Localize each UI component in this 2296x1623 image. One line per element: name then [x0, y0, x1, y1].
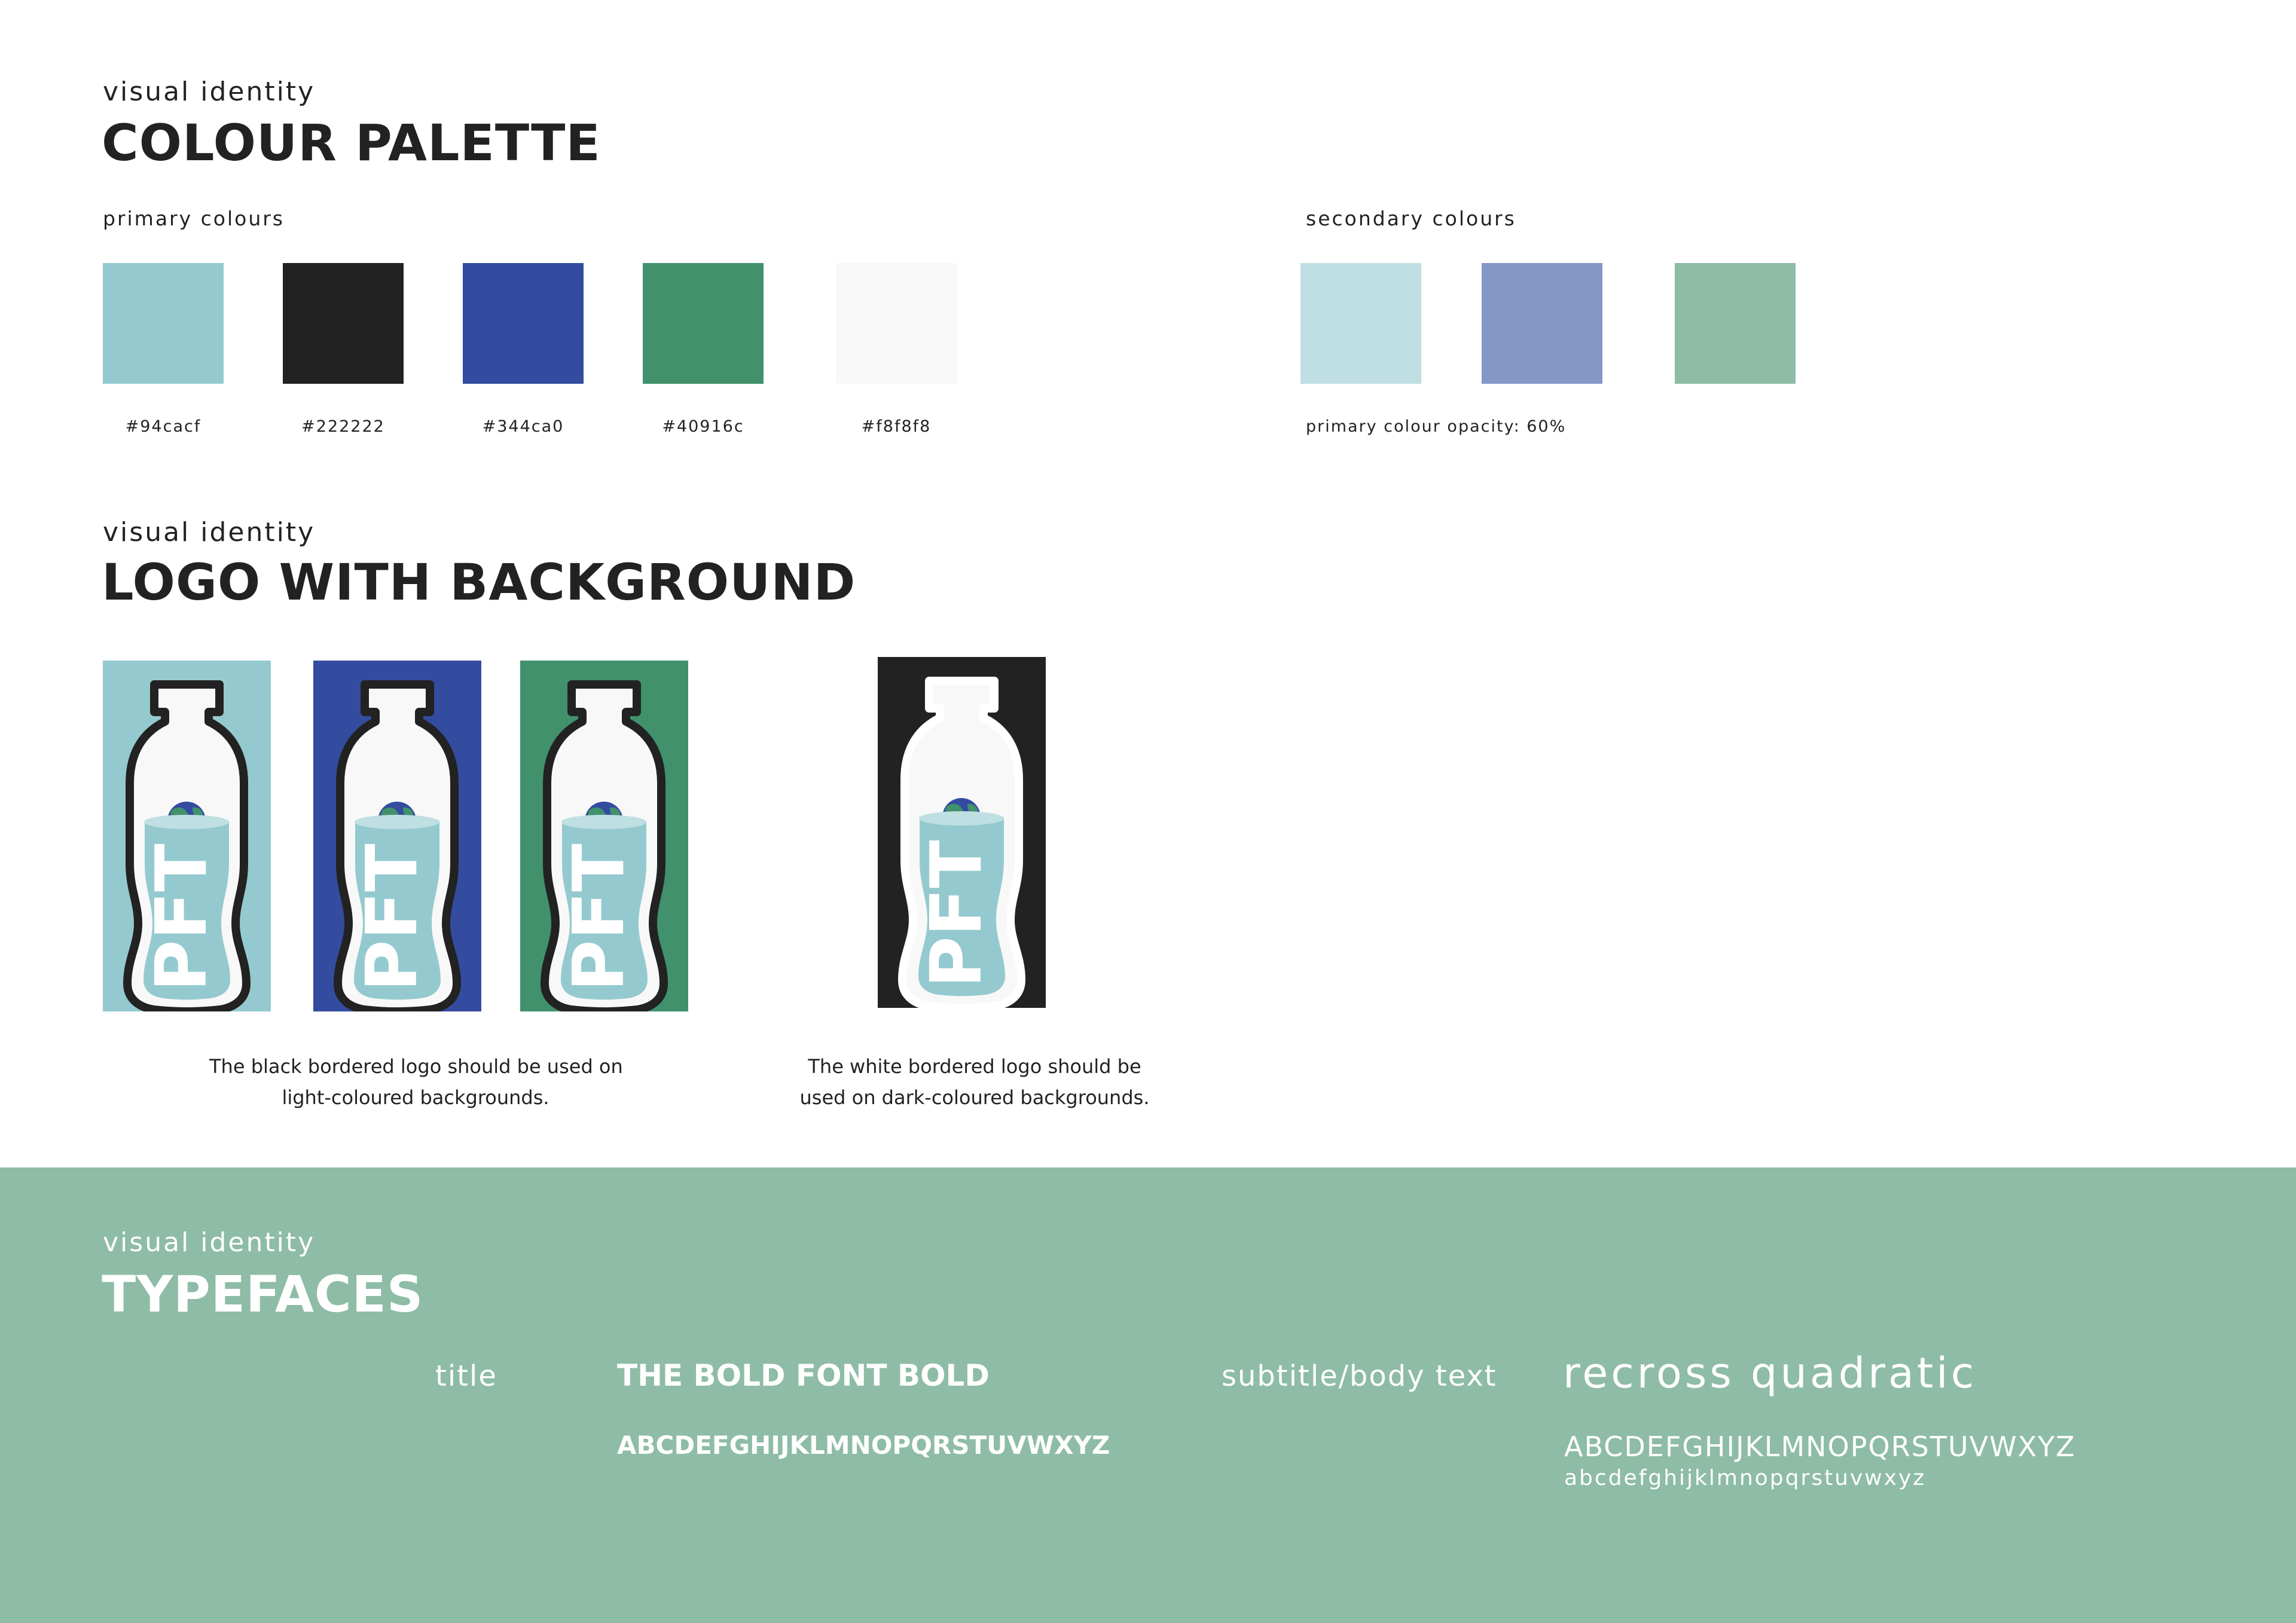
swatch-primary [103, 263, 224, 384]
title-font-name: THE BOLD FONT BOLD [617, 1358, 990, 1393]
hex-code: #40916c [662, 417, 744, 436]
title-label: title [435, 1359, 497, 1393]
caption-line: light-coloured backgrounds. [282, 1086, 549, 1109]
logo-tile [520, 661, 688, 1011]
logo-tile [878, 657, 1046, 1008]
logo-heading: LOGO WITH BACKGROUND [102, 553, 856, 612]
primary-colours-label: primary colours [103, 207, 285, 230]
palette-heading: COLOUR PALETTE [102, 114, 601, 172]
title-font-sample: ABCDEFGHIJKLMNOPQRSTUVWXYZ [617, 1431, 1110, 1460]
bottle-logo-icon [878, 657, 1046, 1008]
logo-text: PFT [915, 840, 998, 988]
bottle-logo-icon [103, 661, 271, 1011]
palette-kicker: visual identity [103, 77, 316, 107]
logo-kicker: visual identity [103, 517, 316, 548]
swatch-secondary [1482, 263, 1602, 384]
body-font-sample-lower: abcdefghijklmnopqrstuvwxyz [1564, 1466, 1926, 1490]
swatch-secondary [1300, 263, 1421, 384]
water-surface [144, 815, 229, 829]
body-font-name: recross quadratic [1563, 1349, 1977, 1398]
caption-line: The black bordered logo should be used on [209, 1055, 623, 1078]
bottle-logo-icon [520, 661, 688, 1011]
body-label: subtitle/body text [1222, 1359, 1497, 1393]
swatch-primary [463, 263, 584, 384]
logo-tile [313, 661, 481, 1011]
caption-line: The white bordered logo should be [808, 1055, 1141, 1078]
swatch-primary [643, 263, 764, 384]
caption-black-bordered [209, 1051, 622, 1113]
logo-tile [103, 661, 271, 1011]
swatch-primary [283, 263, 404, 384]
secondary-note: primary colour opacity: 60% [1306, 417, 1567, 436]
secondary-colours-label: secondary colours [1306, 207, 1516, 230]
typefaces-heading: TYPEFACES [102, 1265, 424, 1324]
typefaces-kicker: visual identity [103, 1227, 316, 1258]
caption-white-bordered [777, 1051, 1172, 1113]
body-font-sample-upper: ABCDEFGHIJKLMNOPQRSTUVWXYZ [1564, 1431, 2076, 1463]
hex-code: #94cacf [125, 417, 201, 436]
caption-line: used on dark-coloured backgrounds. [799, 1086, 1150, 1109]
logo-text: PFT [557, 843, 640, 992]
hex-code: #222222 [301, 417, 385, 436]
water-surface [355, 815, 439, 829]
logo-text: PFT [140, 843, 223, 992]
water-surface [561, 815, 646, 829]
swatch-primary [836, 263, 957, 384]
logo-text: PFT [350, 843, 433, 992]
swatch-secondary [1675, 263, 1796, 384]
water-surface [919, 811, 1004, 826]
bottle-logo-icon [313, 661, 481, 1011]
hex-code: #f8f8f8 [861, 417, 932, 436]
hex-code: #344ca0 [482, 417, 564, 436]
